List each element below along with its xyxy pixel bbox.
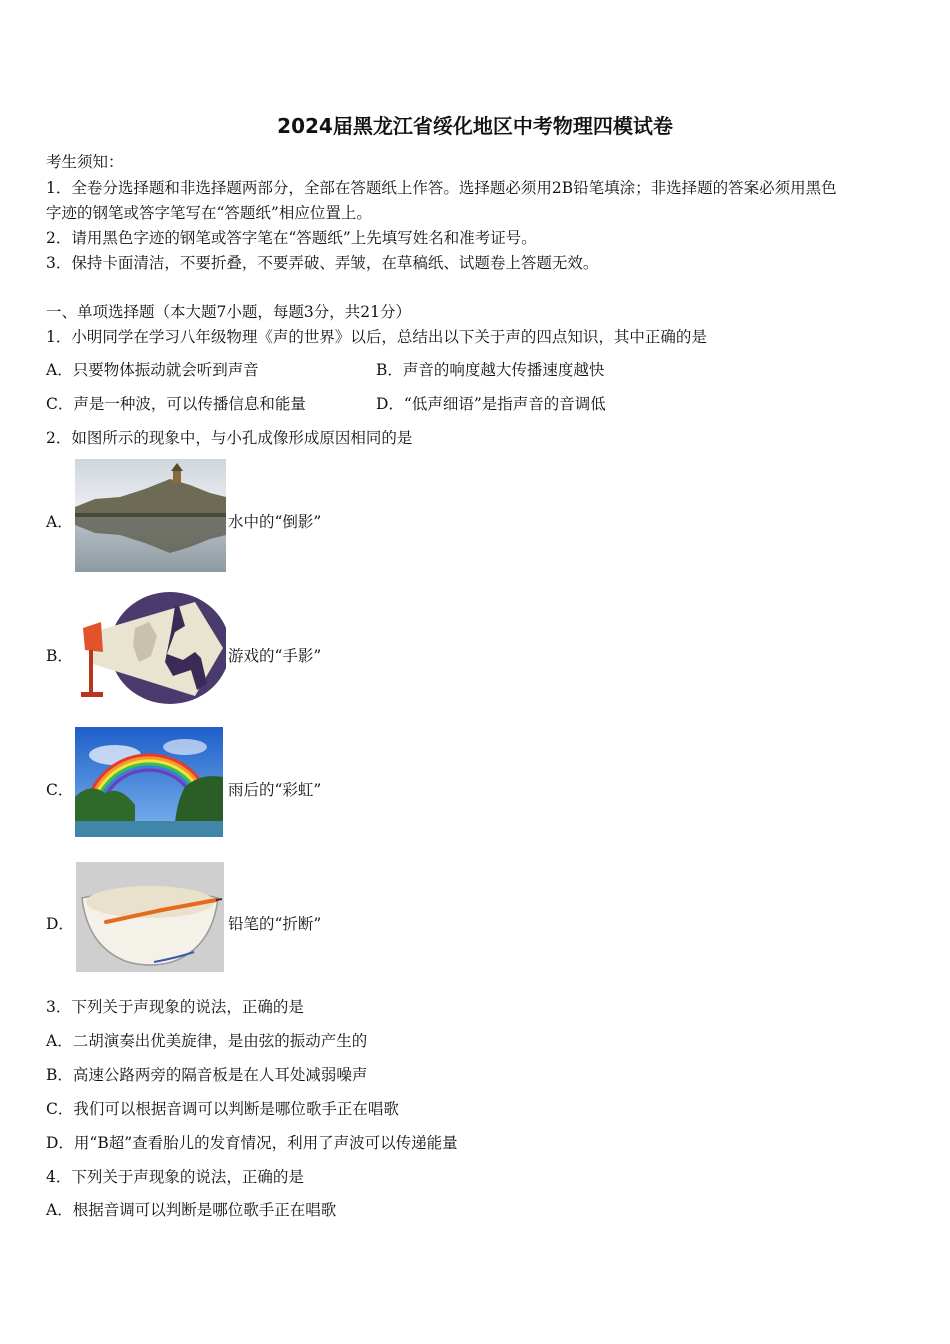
q2-option-b-label: B． [46, 647, 73, 665]
q1-option-b: B．声音的响度越大传播速度越快 [376, 361, 605, 379]
q2-stem: 2．如图所示的现象中，与小孔成像形成原因相同的是 [46, 429, 413, 447]
page-title: 2024届黑龙江省绥化地区中考物理四模试卷 [277, 114, 673, 138]
q2-option-a-label: A． [46, 513, 73, 531]
q1-option-c: C．声是一种波，可以传播信息和能量 [46, 395, 306, 413]
q4-stem: 4．下列关于声现象的说法，正确的是 [46, 1168, 304, 1186]
notice-heading: 考生须知： [46, 153, 124, 171]
notice-item-2: 2．请用黑色字迹的钢笔或答字笔在“答题纸”上先填写姓名和准考证号。 [46, 229, 537, 247]
notice-item-1-line-1: 1．全卷分选择题和非选择题两部分，全部在答题纸上作答。选择题必须用2B铅笔填涂；非选择题的答案必须用黑色 [46, 179, 837, 197]
q3-option-a: A．二胡演奏出优美旋律，是由弦的振动产生的 [46, 1032, 368, 1050]
q2-option-b-text: 游戏的“手影” [228, 647, 322, 665]
q2-option-a-text: 水中的“倒影” [228, 513, 322, 531]
q1-option-d: D．“低声细语”是指声音的音调低 [376, 395, 606, 413]
q2-option-c-label: C． [46, 781, 74, 799]
q3-option-c: C．我们可以根据音调可以判断是哪位歌手正在唱歌 [46, 1100, 399, 1118]
notice-item-3: 3．保持卡面清洁，不要折叠，不要弄破、弄皱，在草稿纸、试题卷上答题无效。 [46, 254, 599, 272]
bent-pencil-picture [76, 862, 224, 972]
reflection-picture [75, 459, 226, 572]
q1-stem: 1．小明同学在学习八年级物理《声的世界》以后，总结出以下关于声的四点知识，其中正确的是 [46, 328, 707, 346]
hand-shadow-picture [75, 592, 226, 705]
q3-stem: 3．下列关于声现象的说法，正确的是 [46, 998, 304, 1016]
q3-option-b: B．高速公路两旁的隔音板是在人耳处减弱噪声 [46, 1066, 368, 1084]
notice-item-1-line-2: 字迹的钢笔或答字笔写在“答题纸”相应位置上。 [46, 204, 372, 222]
section-heading: 一、单项选择题（本大题7小题，每题3分，共21分） [46, 303, 411, 321]
q2-option-d-text: 铅笔的“折断” [228, 915, 322, 933]
q4-option-a: A．根据音调可以判断是哪位歌手正在唱歌 [46, 1201, 337, 1219]
q2-option-d-label: D． [46, 915, 74, 933]
q1-option-a: A．只要物体振动就会听到声音 [46, 361, 259, 379]
q3-option-d: D．用“B超”查看胎儿的发育情况，利用了声波可以传递能量 [46, 1134, 458, 1152]
rainbow-picture [75, 727, 223, 837]
q2-option-c-text: 雨后的“彩虹” [228, 781, 322, 799]
